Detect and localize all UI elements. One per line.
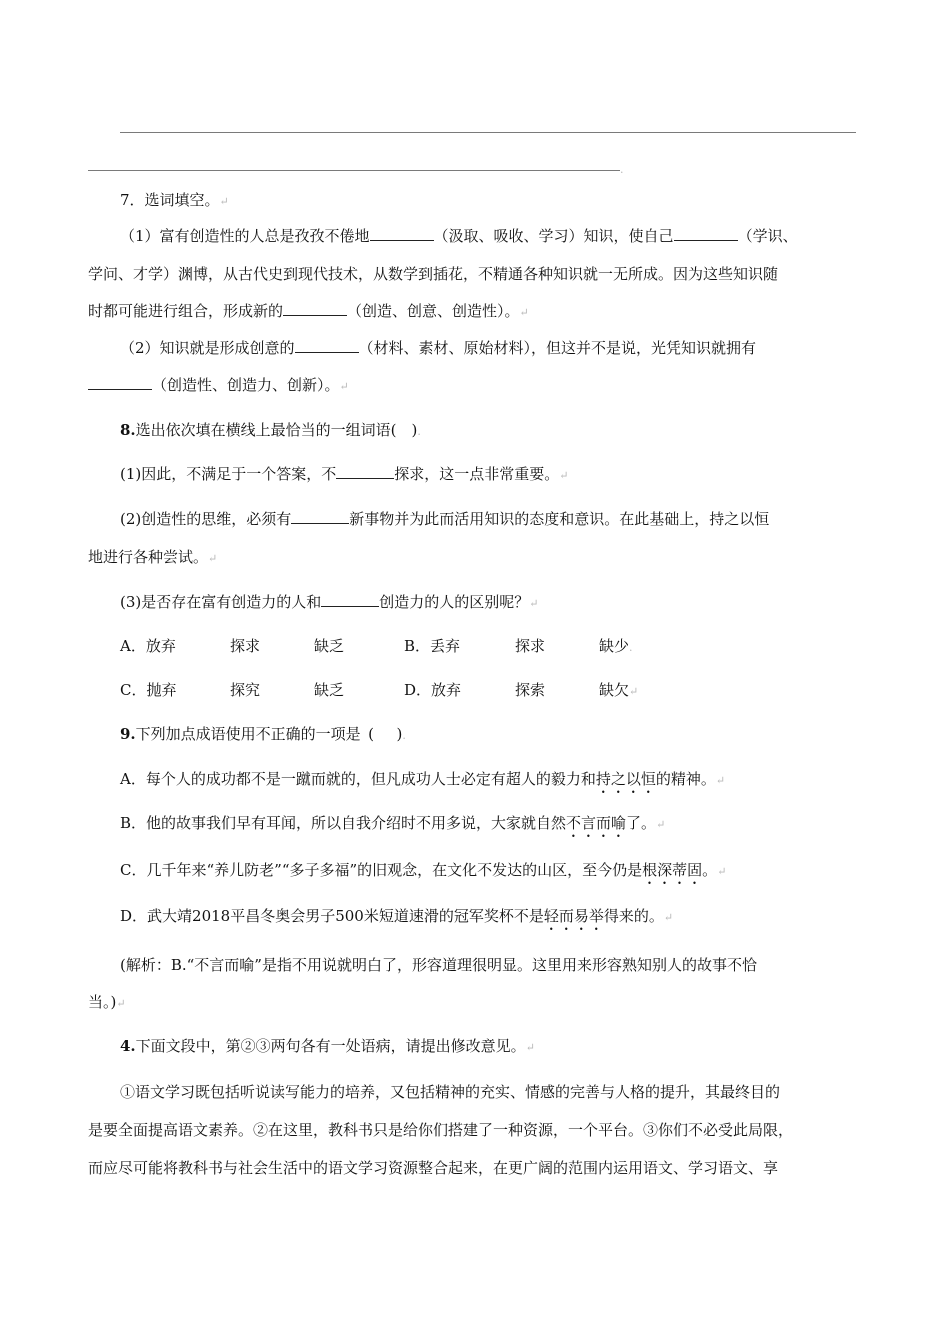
q4-passage-line2: 是要全面提高语文素养。②在这里，教科书只是给你们搭建了一种资源，一个平台。③你们不必受此局限， bbox=[88, 1121, 794, 1139]
blank-5 bbox=[88, 375, 152, 390]
q8-sentence-1: (1)因此，不满足于一个答案，不 探求，这一点非常重要。↵ bbox=[120, 465, 569, 483]
q8-option-a: A．放弃 bbox=[120, 637, 176, 655]
answer-line-2 bbox=[88, 170, 620, 171]
q9-option-a: A．每个人的成功都不是一蹴而就的，但凡成功人士必定有超人的毅力和持之以恒的精神。↵ bbox=[120, 770, 726, 788]
answer-line-end-mark: . bbox=[620, 163, 624, 176]
q8-sentence-2-cont: 地进行各种尝试。↵ bbox=[88, 548, 218, 566]
blank-7 bbox=[291, 509, 349, 524]
q7-title: 7．选词填空。↵ bbox=[120, 191, 229, 209]
q7-para2-line2: （创造性、创造力、创新）。↵ bbox=[88, 375, 349, 397]
q9-option-d: D．武大靖2018平昌冬奥会男子500米短道速滑的冠军奖杯不是轻而易举得来的。↵ bbox=[120, 907, 674, 925]
idiom-a: 持之以恒 bbox=[595, 770, 656, 788]
blank-8 bbox=[321, 592, 379, 607]
q4-passage-line3: 而应尽可能将教科书与社会生活中的语文学习资源整合起来，在更广阔的范围内运用语文、学习语文、享 bbox=[88, 1159, 779, 1177]
q7-para1-line2: 学问、才学）渊博，从古代史到现代技术，从数学到插花，不精通各种知识就一无所成。因为这些知识随 bbox=[88, 265, 779, 283]
q9-analysis-line2: 当。)↵ bbox=[88, 993, 126, 1011]
idiom-d: 轻而易举 bbox=[543, 907, 604, 925]
q8-option-b-word2: 探求 bbox=[515, 637, 546, 655]
blank-2 bbox=[674, 226, 738, 241]
q9-analysis-line1: (解析：B.“不言而喻”是指不用说就明白了，形容道理很明显。这里用来形容熟知别人的故事不恰 bbox=[120, 956, 757, 974]
q8-option-b-word3: 缺少. bbox=[599, 637, 633, 655]
q9-option-c: C．几千年来“养儿防老”“多子多福”的旧观念，在文化不发达的山区，至今仍是根深蒂固。↵ bbox=[120, 861, 727, 879]
q8-title: 8.选出依次填在横线上最恰当的一组词语( ). bbox=[120, 421, 421, 439]
answer-line-1 bbox=[120, 132, 856, 133]
q8-sentence-2: (2)创造性的思维，必须有 新事物并为此而活用知识的态度和意识。在此基础上，持之以恒 bbox=[120, 510, 770, 528]
q4-title: 4.下面文段中，第②③两句各有一处语病，请提出修改意见。↵ bbox=[120, 1037, 535, 1055]
q8-option-b: B．丢弃 bbox=[404, 637, 461, 655]
q8-option-a-word2: 探求 bbox=[230, 637, 261, 655]
q8-sentence-3: (3)是否存在富有创造力的人和 创造力的人的区别呢？↵ bbox=[120, 593, 539, 611]
q7-para2-line1: （2）知识就是形成创意的 （材料、素材、原始材料），但这并不是说，光凭知识就拥有 bbox=[120, 339, 757, 357]
q8-option-a-word3: 缺乏 bbox=[314, 637, 345, 655]
q8-option-c-word3: 缺乏 bbox=[314, 681, 345, 699]
q9-title: 9.下列加点成语使用不正确的一项是 ( ). bbox=[120, 725, 406, 743]
q8-option-c-word2: 探究 bbox=[230, 681, 261, 699]
q9-option-b: B．他的故事我们早有耳闻，所以自我介绍时不用多说，大家就自然不言而喻了。↵ bbox=[120, 814, 666, 832]
blank-3 bbox=[283, 301, 347, 316]
q8-option-d: D．放弃 bbox=[404, 681, 462, 699]
q8-option-d-word3: 缺欠↵ bbox=[599, 681, 639, 699]
q8-option-c: C．抛弃 bbox=[120, 681, 177, 699]
q7-para1-line1: （1）富有创造性的人总是孜孜不倦地 （汲取、吸收、学习）知识，使自己 （学识、 bbox=[120, 227, 798, 245]
idiom-b: 不言而喻 bbox=[566, 814, 627, 832]
q4-passage-line1: ①语文学习既包括听说读写能力的培养，又包括精神的充实、情感的完善与人格的提升，其最终目的 bbox=[120, 1083, 781, 1101]
q7-para1-line3: 时都可能进行组合，形成新的 （创造、创意、创造性）。↵ bbox=[88, 302, 529, 320]
q8-option-d-word2: 探索 bbox=[515, 681, 546, 699]
blank-6 bbox=[336, 464, 394, 479]
idiom-c: 根深蒂固 bbox=[642, 861, 703, 879]
blank-4 bbox=[295, 338, 359, 353]
blank-1 bbox=[370, 226, 434, 241]
